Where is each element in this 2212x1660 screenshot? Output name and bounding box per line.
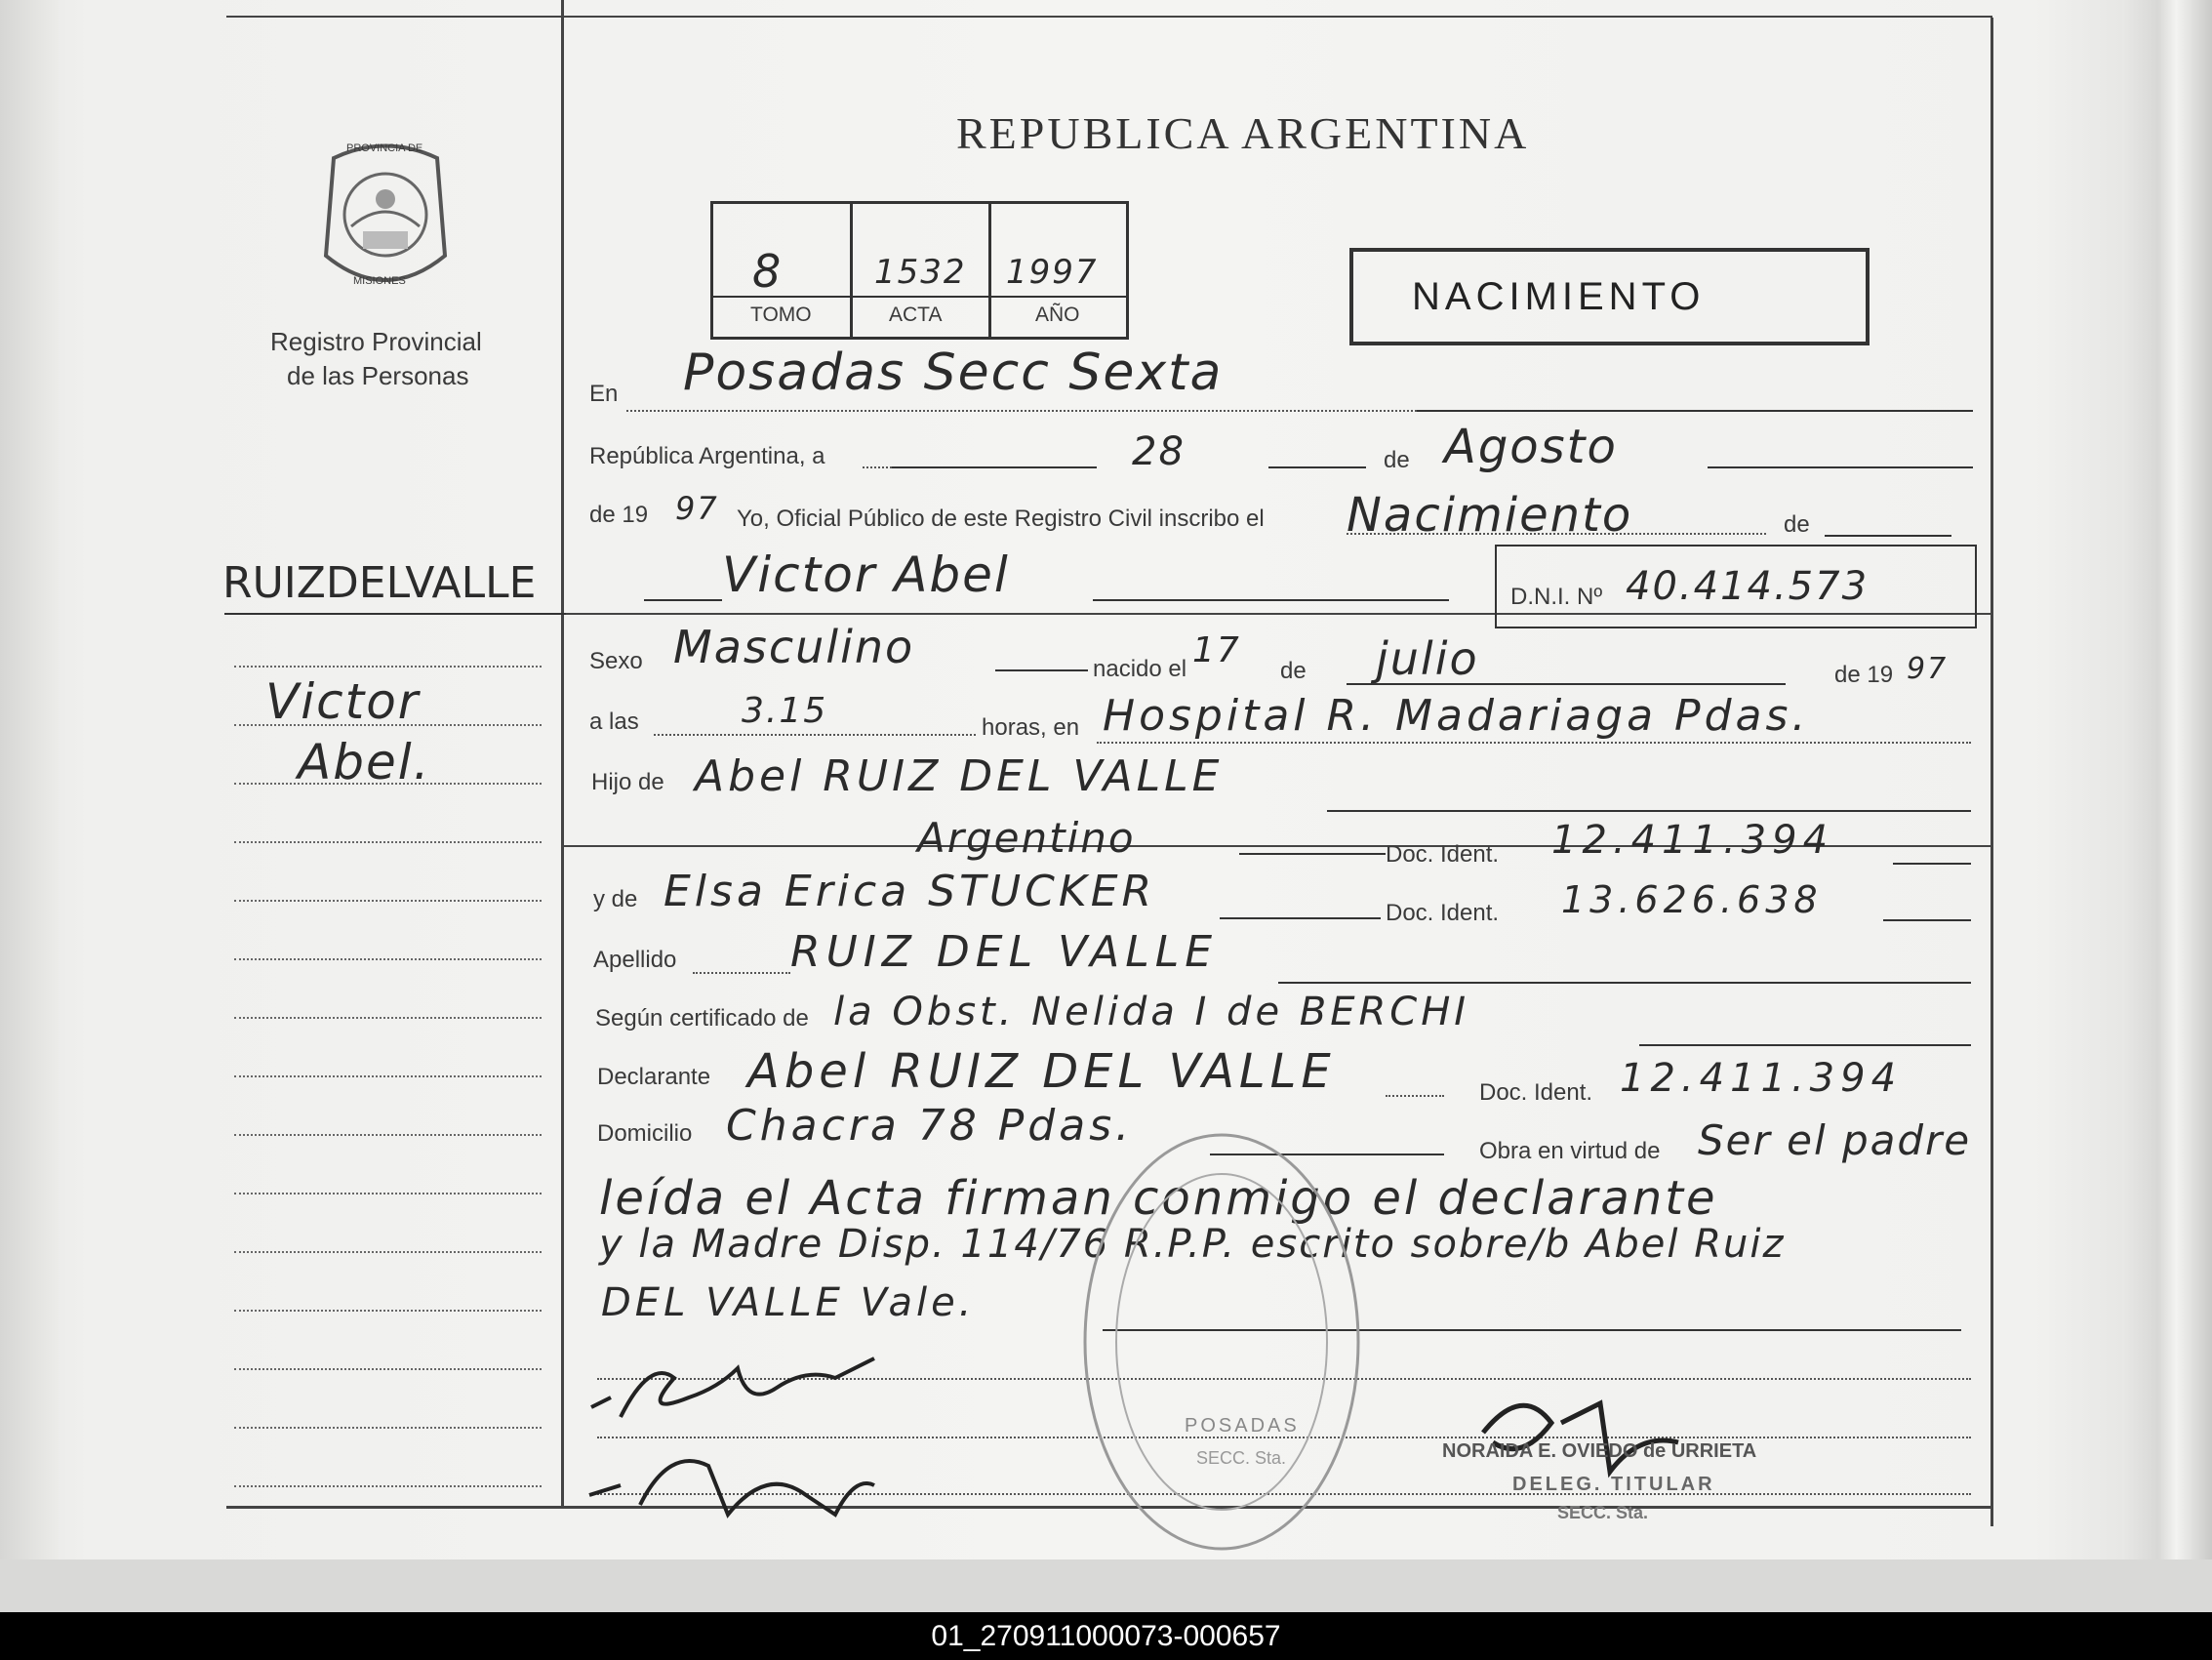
segun-rule xyxy=(1639,1044,1971,1046)
lugar-dots xyxy=(1097,742,1971,744)
madre-doc-label: Doc. Ident. xyxy=(1386,900,1500,926)
padre-doc-label: Doc. Ident. xyxy=(1386,841,1500,868)
declarante-label: Declarante xyxy=(597,1064,711,1090)
margin-given-line2: Abel. xyxy=(298,734,431,790)
top-border-line xyxy=(226,16,1992,18)
declarante-doc: 12.411.394 xyxy=(1620,1056,1903,1101)
republica-label: República Argentina, a xyxy=(589,443,825,469)
nacido-month: julio xyxy=(1376,632,1479,685)
anio-value: 1997 xyxy=(1006,253,1099,292)
apellido-label: Apellido xyxy=(593,947,677,973)
segun-value: la Obst. Nelida I de BERCHI xyxy=(833,990,1470,1034)
de2-rule xyxy=(1825,535,1951,537)
de2-label: de xyxy=(1784,511,1810,538)
padre-doc: 12.411.394 xyxy=(1551,818,1834,863)
hora-value: 3.15 xyxy=(742,691,828,731)
child-name-rule-a xyxy=(644,599,722,601)
day-rule-left xyxy=(892,466,1097,468)
de3-label: de xyxy=(1280,658,1307,684)
registry-name-line2: de las Personas xyxy=(287,361,469,390)
padre-doc-rule xyxy=(1893,863,1971,865)
binding-strip xyxy=(0,1559,2212,1612)
margin-row xyxy=(234,1427,542,1429)
month-value: Agosto xyxy=(1444,420,1618,474)
anio-label: AÑO xyxy=(1035,304,1080,326)
horas-en-label: horas, en xyxy=(982,714,1080,741)
margin-row xyxy=(234,900,542,902)
sexo-label: Sexo xyxy=(589,648,643,674)
margin-row xyxy=(234,783,542,785)
declarante-dots xyxy=(1386,1095,1444,1097)
madre-doc: 13.626.638 xyxy=(1561,878,1823,921)
month2-rule xyxy=(1347,683,1786,685)
en-rule xyxy=(1417,410,1973,412)
margin-row xyxy=(234,841,542,843)
padre-nac: Argentino xyxy=(917,814,1136,862)
obra-label: Obra en virtud de xyxy=(1479,1138,1661,1164)
margin-row xyxy=(234,1017,542,1019)
right-border xyxy=(1991,18,1993,1526)
madre-rule xyxy=(1220,917,1381,919)
record-type-label: NACIMIENTO xyxy=(1412,275,1706,318)
registry-name-line1: Registro Provincial xyxy=(270,327,482,356)
nac-rule xyxy=(1239,853,1386,855)
madre-value: Elsa Erica STUCKER xyxy=(664,867,1156,916)
inscribo-value: Nacimiento xyxy=(1347,488,1633,543)
domicilio-value: Chacra 78 Pdas. xyxy=(726,1101,1134,1151)
image-id-caption: 01_270911000073-000657 xyxy=(0,1612,2212,1660)
de-label: de xyxy=(1384,447,1410,473)
margin-given-line1: Victor xyxy=(265,673,421,730)
hijo-label: Hijo de xyxy=(591,769,664,795)
child-name-rule-b xyxy=(1093,599,1449,601)
observation-line3: DEL VALLE Vale. xyxy=(601,1280,976,1325)
domicilio-label: Domicilio xyxy=(597,1120,693,1147)
stamp-title: DELEG. TITULAR xyxy=(1512,1474,1715,1495)
margin-row xyxy=(234,1368,542,1370)
margin-surname: RUIZDELVALLE xyxy=(222,558,537,608)
vertical-divider xyxy=(561,0,564,1509)
margin-row xyxy=(234,958,542,960)
provincial-seal-icon xyxy=(314,139,457,295)
dni-box xyxy=(1495,545,1977,628)
page-edge-left xyxy=(0,0,59,1612)
observation-line2: y la Madre Disp. 114/76 R.P.P. escrito sobre/b Abel Ruiz xyxy=(599,1222,1786,1267)
nacido-year: 97 xyxy=(1907,652,1949,686)
observation-line1: leída el Acta firman conmigo el declarante xyxy=(599,1171,1718,1226)
stamp-secc: SECC. Sta. xyxy=(1557,1503,1649,1522)
margin-row xyxy=(234,1193,542,1194)
acta-label: ACTA xyxy=(889,304,943,326)
margin-row xyxy=(234,1075,542,1077)
en-label: En xyxy=(589,381,619,407)
nacido-label: nacido el xyxy=(1093,656,1187,682)
record-type-box xyxy=(1349,248,1870,345)
dni-value: 40.414.573 xyxy=(1626,564,1870,609)
dni-label: D.N.I. Nº xyxy=(1510,584,1603,610)
margin-row xyxy=(234,1485,542,1487)
sexo-rule xyxy=(995,669,1088,671)
en-value: Posadas Secc Sexta xyxy=(683,344,1224,402)
hora-dots xyxy=(654,734,976,736)
declarante-doc-label: Doc. Ident. xyxy=(1479,1079,1593,1106)
round-seal-secc: SECC. Sta. xyxy=(1196,1448,1287,1468)
declarante-value: Abel RUIZ DEL VALLE xyxy=(747,1044,1336,1099)
a-las-label: a las xyxy=(589,709,639,735)
year-suffix: 97 xyxy=(675,490,719,527)
inscribo-label: Yo, Oficial Público de este Registro Civil inscribo el xyxy=(737,506,1265,532)
day-rule-right xyxy=(1268,466,1366,468)
acta-value: 1532 xyxy=(874,253,967,292)
tomo-value: 8 xyxy=(752,245,784,298)
country-title: REPUBLICA ARGENTINA xyxy=(956,108,1530,158)
y-de-label: y de xyxy=(593,886,638,912)
nacido-day: 17 xyxy=(1192,630,1241,670)
seal-text-bottom: MISIONES xyxy=(353,275,406,287)
apellido-dots xyxy=(693,972,790,974)
padre-rule xyxy=(1327,810,1971,812)
de-year-label: de 19 xyxy=(1834,662,1894,688)
margin-row xyxy=(234,1251,542,1253)
madre-doc-rule xyxy=(1883,919,1971,921)
margin-surname-rule xyxy=(224,613,566,615)
month-rule xyxy=(1708,466,1973,468)
lugar-value: Hospital R. Madariaga Pdas. xyxy=(1103,691,1810,741)
seal-text-top: PROVINCIA DE xyxy=(346,142,423,154)
day-value: 28 xyxy=(1132,429,1186,474)
margin-row xyxy=(234,666,542,668)
padre-value: Abel RUIZ DEL VALLE xyxy=(695,751,1224,801)
page-edge-right xyxy=(2122,0,2212,1612)
margin-row xyxy=(234,1134,542,1136)
en-line xyxy=(626,410,1417,412)
tomo-label: TOMO xyxy=(750,304,812,326)
margin-row xyxy=(234,724,542,726)
obra-value: Ser el padre xyxy=(1698,1116,1972,1164)
margin-row xyxy=(234,1310,542,1312)
round-seal-city: POSADAS xyxy=(1185,1415,1300,1437)
stamp-name: NORAIDA E. OVIEDO de URRIETA xyxy=(1442,1440,1757,1462)
child-name: Victor Abel xyxy=(722,547,1010,603)
apellido-value: RUIZ DEL VALLE xyxy=(790,927,1219,977)
segun-label: Según certificado de xyxy=(595,1005,809,1032)
inscribo-dots xyxy=(1347,533,1766,535)
signature-declarant-icon xyxy=(582,1349,894,1534)
apellido-rule xyxy=(1278,982,1971,984)
sexo-value: Masculino xyxy=(673,621,915,673)
year-prefix: de 19 xyxy=(589,502,649,528)
round-seal-icon xyxy=(1075,1122,1368,1561)
republica-dots xyxy=(863,466,892,468)
registry-box xyxy=(710,201,1129,340)
